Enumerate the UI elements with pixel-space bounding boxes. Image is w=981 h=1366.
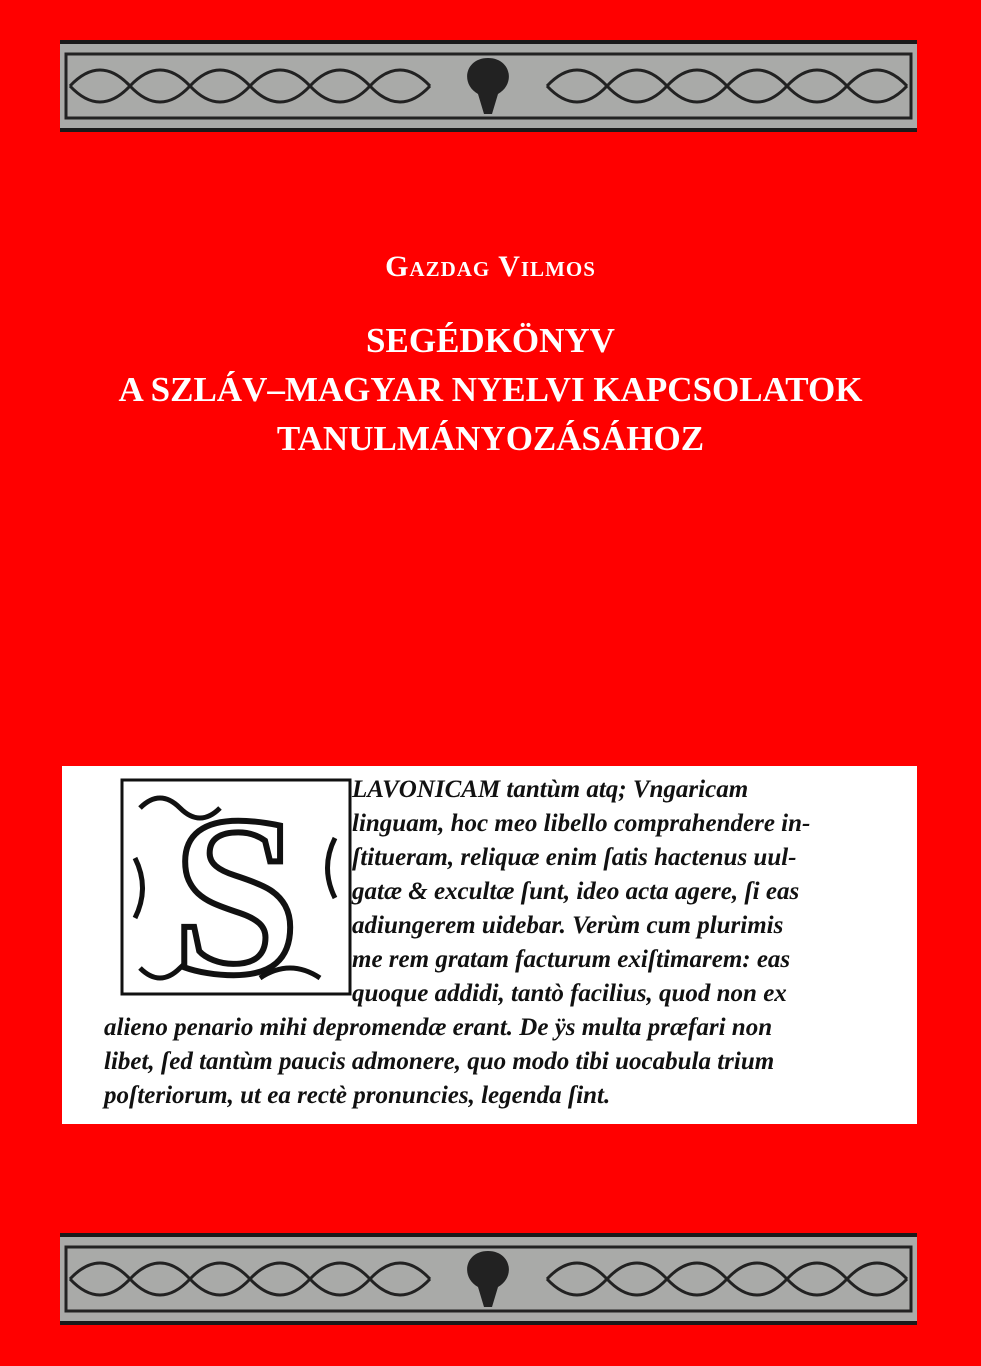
book-title bbox=[0, 316, 981, 463]
bottom-ornamental-border bbox=[60, 1233, 917, 1325]
author-name: Gazdag Vilmos bbox=[385, 250, 596, 283]
excerpt-line: gatæ & excultæ ſunt, ideo acta agere, ſi eas bbox=[352, 878, 800, 905]
excerpt-line: quoque addidi, tantò facilius, quod non ex bbox=[352, 980, 787, 1007]
excerpt-line: adiungerem uidebar. Verùm cum plurimis bbox=[352, 912, 784, 939]
knotwork-ornament bbox=[60, 1237, 917, 1321]
initial-letter: S bbox=[172, 778, 300, 996]
excerpt-line: ſtitueram, reliquæ enim ſatis hactenus uul- bbox=[352, 844, 797, 871]
decorated-initial bbox=[120, 778, 352, 996]
knotwork-ornament bbox=[60, 44, 917, 128]
title-line: SEGÉDKÖNYV bbox=[366, 321, 615, 360]
top-ornamental-border bbox=[60, 40, 917, 132]
excerpt-line: alieno penario mihi depromendæ erant. De ÿs multa præfari non bbox=[104, 1014, 773, 1041]
excerpt-line: me rem gratam facturum exiſtimarem: eas bbox=[352, 946, 791, 973]
excerpt-line: poſteriorum, ut ea rectè pronuncies, legenda ſint. bbox=[104, 1082, 611, 1109]
latin-excerpt bbox=[62, 766, 917, 1124]
title-line: TANULMÁNYOZÁSÁHOZ bbox=[276, 419, 705, 458]
excerpt-line: linguam, hoc meo libello comprahendere in- bbox=[352, 810, 811, 837]
excerpt-line: LAVONICAM tantùm atq; Vngaricam bbox=[352, 776, 749, 803]
title-line: A SZLÁV–MAGYAR NYELVI KAPCSOLATOK bbox=[118, 370, 863, 409]
excerpt-line: libet, ſed tantùm paucis admonere, quo modo tibi uocabula trium bbox=[104, 1048, 775, 1075]
